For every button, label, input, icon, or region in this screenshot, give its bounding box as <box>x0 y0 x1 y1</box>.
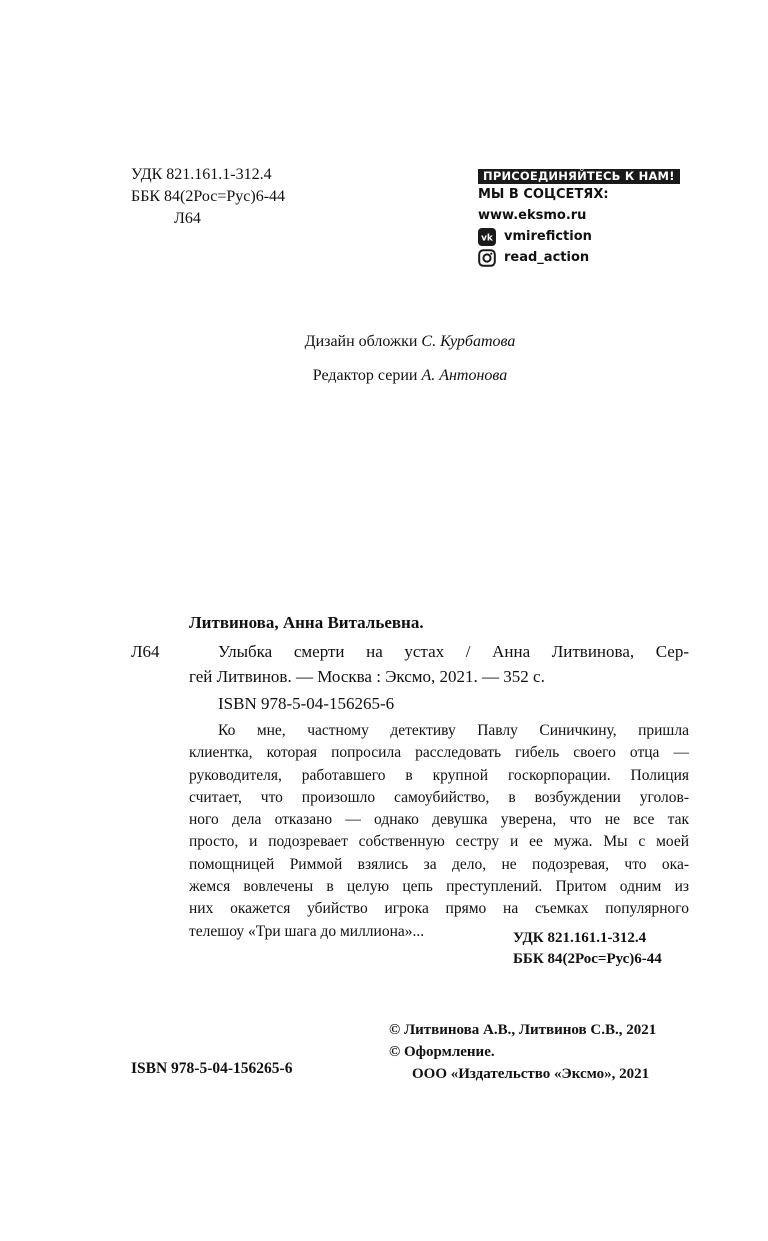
annotation-line: помощницей Риммой взялись за дело, не подозревая, что ока- <box>189 855 689 873</box>
annotation-line: них окажется убийство игрока прямо на съемках популярного <box>189 900 689 918</box>
vk-icon <box>478 228 496 246</box>
annotation-line: руководителя, работавшего в крупной госкорпорации. Полиция <box>189 766 689 784</box>
annotation-line: ного дела отказано — однако девушка уверена, что не все так <box>189 811 689 829</box>
annotation-line: Ко мне, частному детективу Павлу Синичкину, пришла <box>218 722 689 739</box>
bib-author-sign: Л64 <box>131 642 160 661</box>
title-line-1: Улыбка смерти на устах / Анна Литвинова, Сер- <box>218 642 689 661</box>
annotation-line: жемся вовлечены в целую цепь преступлений. Притом одним из <box>189 878 689 896</box>
annotation-line: просто, и подозревает собственную сестру и ее мужа. Мы с моей <box>189 833 689 851</box>
title-line-2: гей Литвинов. — Москва : Эксмо, 2021. — 352 с. <box>189 667 545 686</box>
copyright-authors: © Литвинова А.В., Литвинов С.В., 2021 <box>389 1022 657 1038</box>
isbn: ISBN 978-5-04-156265-6 <box>218 694 395 713</box>
cover-design-credit: Дизайн обложки С. Курбатова <box>304 333 516 350</box>
bottom-classification-codes <box>513 928 662 970</box>
join-banner: ПРИСОЕДИНЯЙТЕСЬ К НАМ! <box>478 169 680 184</box>
social-block <box>478 165 680 268</box>
cover-designer-name: С. Курбатова <box>421 333 516 350</box>
title-statement <box>189 641 689 691</box>
website-link[interactable]: www.eksmo.ru <box>478 207 587 223</box>
copyright-design: © Оформление. <box>389 1044 495 1060</box>
annotation-line: клиентка, которая попросила расследовать гибель своего отца — <box>189 744 689 762</box>
bottom-udk-code: УДК 821.161.1-312.4 <box>513 930 647 946</box>
svg-text:vk: vk <box>481 233 493 243</box>
author-sign: Л64 <box>174 210 201 227</box>
annotation-line: считает, что произошло самоубийство, в возбуждении уголов- <box>189 788 689 806</box>
copyright-block <box>389 1019 656 1085</box>
copyright-publisher: ООО «Издательство «Эксмо», 2021 <box>412 1066 650 1082</box>
series-editor-name: А. Антонова <box>421 367 508 384</box>
author-heading: Литвинова, Анна Витальевна. <box>189 613 424 632</box>
bbk-code: ББК 84(2Рос=Рус)6-44 <box>131 188 286 205</box>
isbn-bottom: ISBN 978-5-04-156265-6 <box>131 1060 293 1077</box>
classification-codes <box>131 164 285 230</box>
instagram-link[interactable]: read_action <box>478 247 680 268</box>
annotation <box>189 720 689 943</box>
series-editor-credit: Редактор серии А. Антонова <box>312 367 508 384</box>
udk-code: УДК 821.161.1-312.4 <box>131 166 272 183</box>
social-subtitle: МЫ В СОЦСЕТЯХ: <box>478 186 609 202</box>
bottom-bbk-code: ББК 84(2Рос=Рус)6-44 <box>513 951 662 967</box>
instagram-icon <box>478 249 496 267</box>
vk-link[interactable]: vk vmirefiction <box>478 226 680 247</box>
annotation-line: телешоу «Три шага до миллиона»... <box>189 922 425 940</box>
